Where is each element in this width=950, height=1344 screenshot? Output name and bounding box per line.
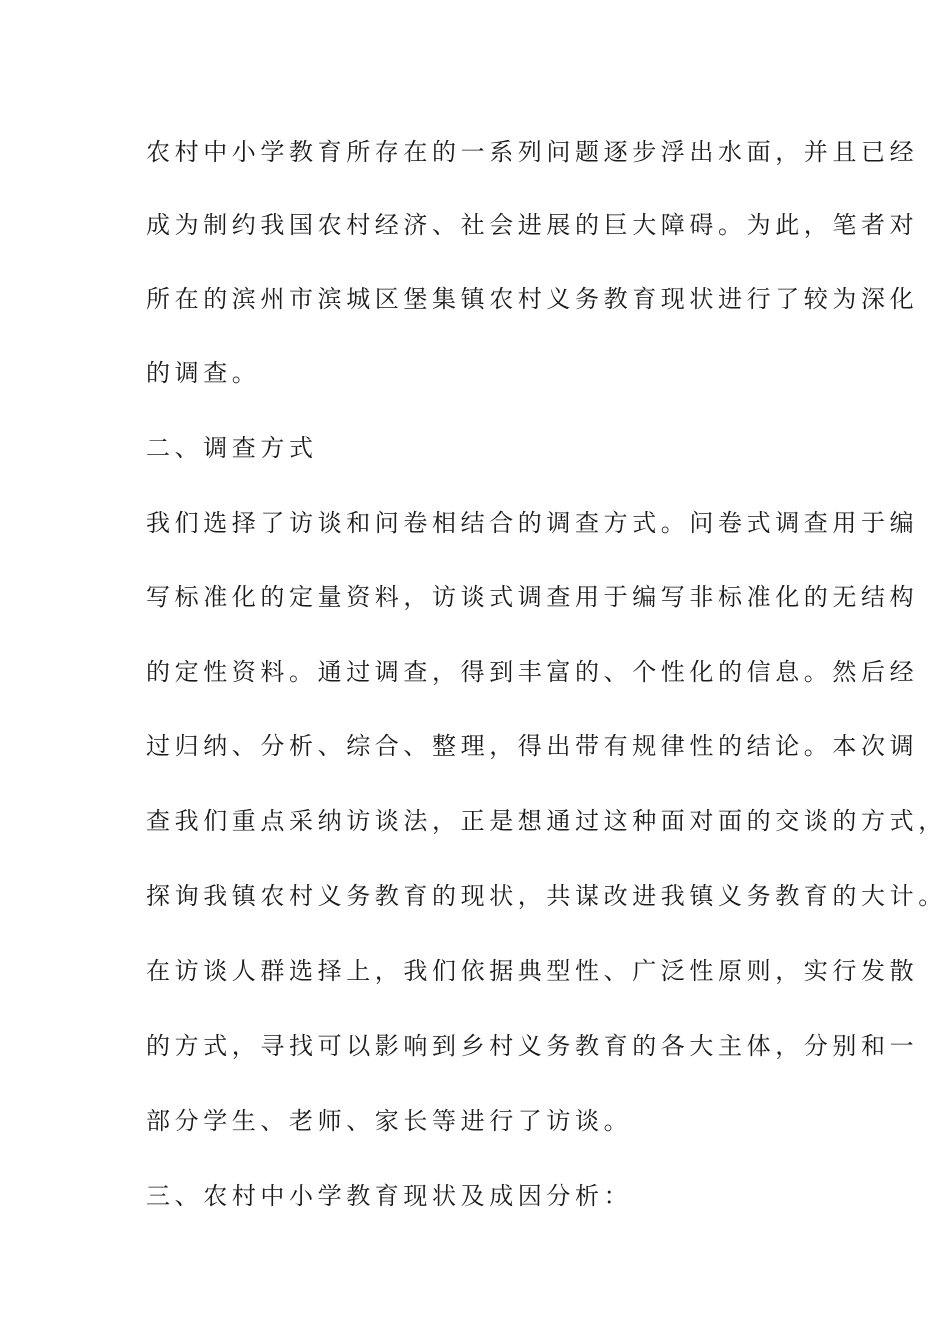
paragraph-line-13: 的方式，寻找可以影响到乡村义务教育的各大主体，分别和一 bbox=[146, 1032, 919, 1060]
paragraph-line-12: 在访谈人群选择上，我们依据典型性、广泛性原则，实行发散 bbox=[146, 957, 919, 985]
paragraph-line-10: 查我们重点采纳访谈法，正是想通过这种面对面的交谈的方式， bbox=[146, 807, 947, 835]
paragraph-line-9: 过归纳、分析、综合、整理，得出带有规律性的结论。本次调 bbox=[146, 732, 919, 760]
paragraph-line-2: 成为制约我国农村经济、社会进展的巨大障碍。为此，笔者对 bbox=[146, 211, 919, 239]
paragraph-line-6: 我们选择了访谈和问卷相结合的调查方式。问卷式调查用于编 bbox=[146, 509, 919, 537]
paragraph-line-8: 的定性资料。通过调查，得到丰富的、个性化的信息。然后经 bbox=[146, 658, 919, 686]
paragraph-line-14: 部分学生、老师、家长等进行了访谈。 bbox=[146, 1107, 633, 1135]
paragraph-line-7: 写标准化的定量资料，访谈式调查用于编写非标准化的无结构 bbox=[146, 583, 919, 611]
section-heading-status-analysis: 三、农村中小学教育现状及成因分析： bbox=[146, 1182, 633, 1210]
section-heading-survey-method: 二、调查方式 bbox=[146, 434, 318, 462]
paragraph-line-4: 的调查。 bbox=[146, 359, 261, 387]
paragraph-line-3: 所在的滨州市滨城区堡集镇农村义务教育现状进行了较为深化 bbox=[146, 285, 919, 313]
paragraph-line-11: 探询我镇农村义务教育的现状，共谋改进我镇义务教育的大计。 bbox=[146, 882, 947, 910]
paragraph-line-1: 农村中小学教育所存在的一系列问题逐步浮出水面，并且已经 bbox=[146, 138, 919, 166]
